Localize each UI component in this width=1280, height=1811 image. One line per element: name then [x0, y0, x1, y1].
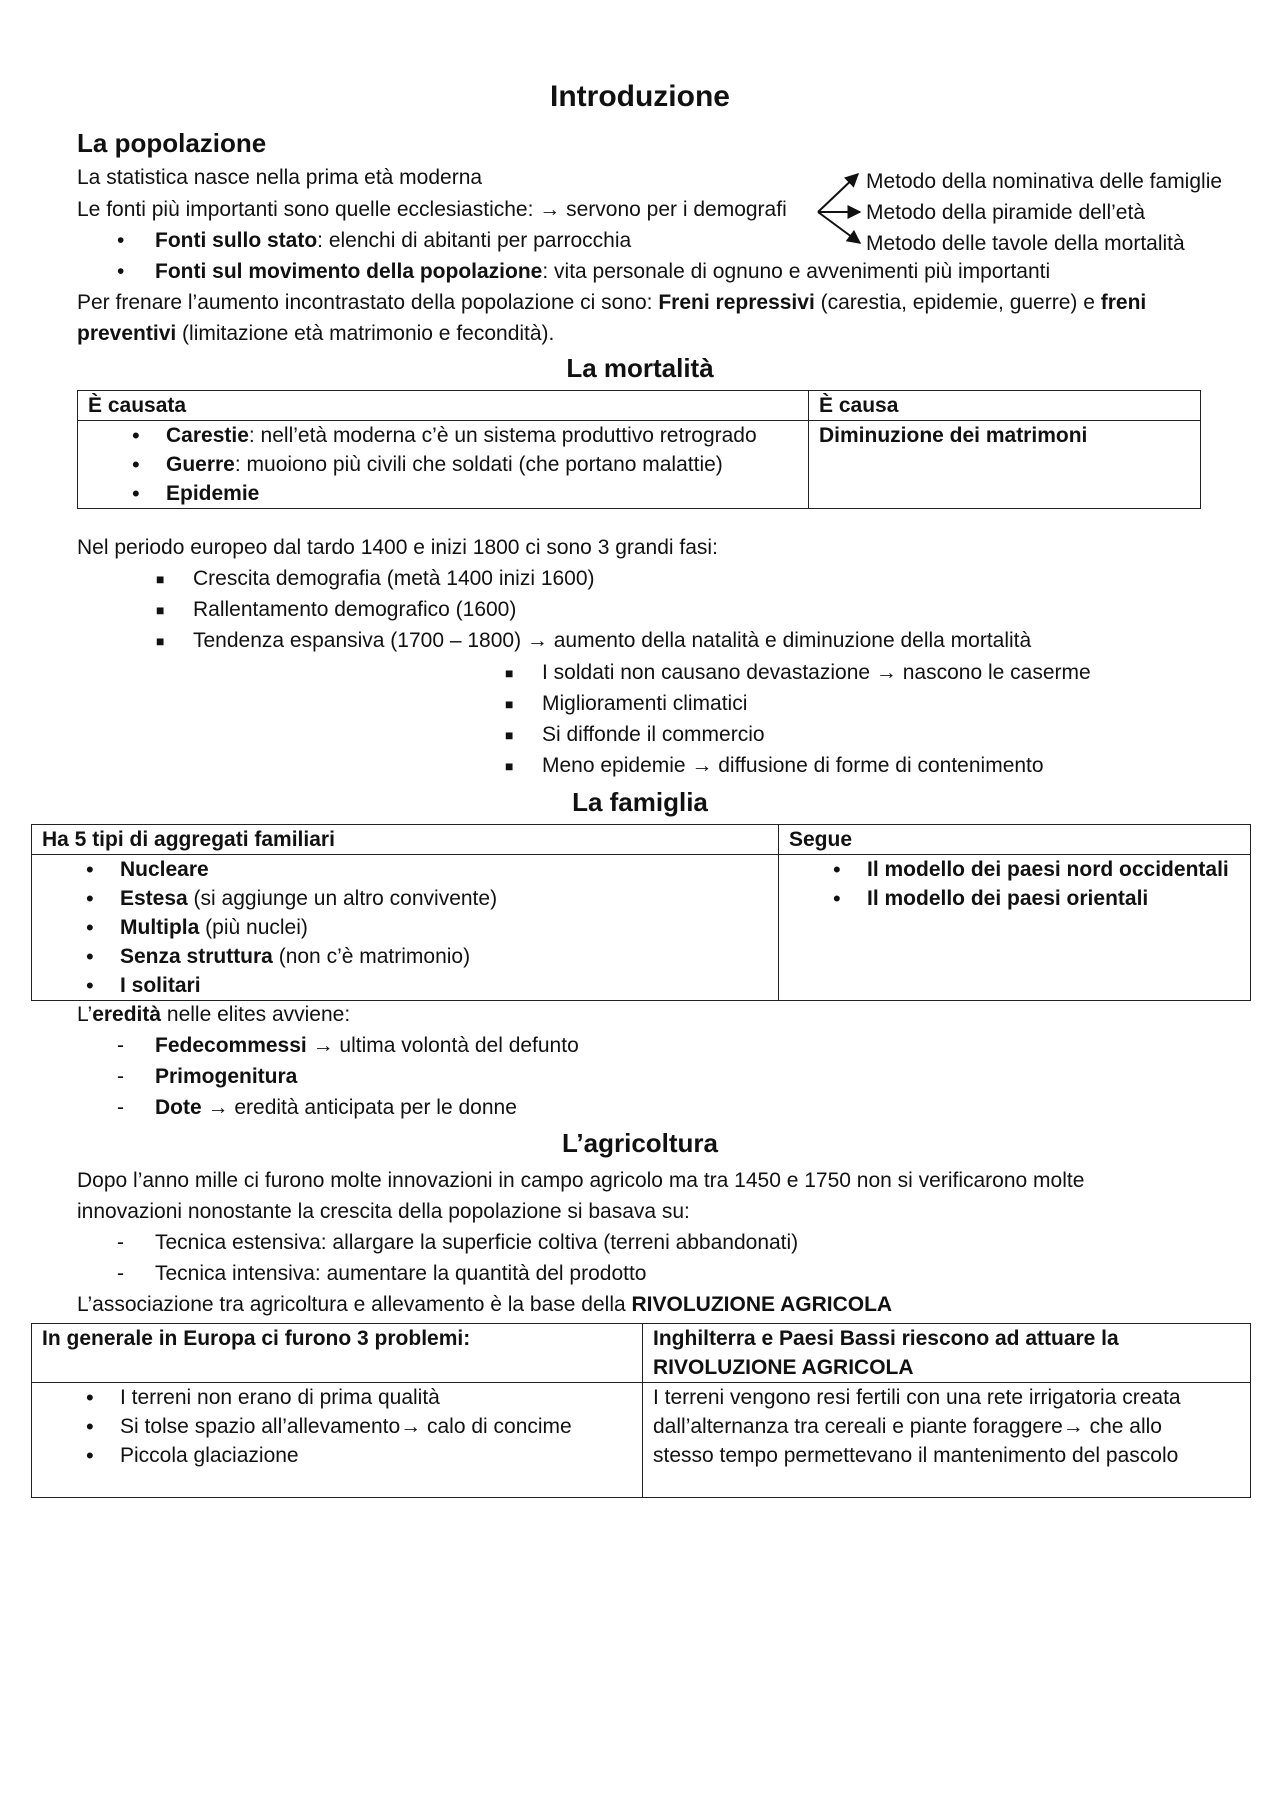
list-item: • Piccola glaciazione — [42, 1441, 632, 1470]
agricoltura-paragraph: innovazioni nonostante la crescita della popolazione si basava su: — [77, 1200, 690, 1223]
fasi-sub-item: I soldati non causano devastazione → nascono le caserme — [542, 661, 1091, 684]
square-bullet-icon: ■ — [156, 633, 165, 649]
table-cell — [78, 421, 809, 509]
famiglia-table — [31, 824, 1251, 1001]
fasi-intro: Nel periodo europeo dal tardo 1400 e inizi 1800 ci sono 3 grandi fasi: — [77, 536, 718, 559]
freni-line-1: Per frenare l’aumento incontrastato della popolazione ci sono: Freni repressivi (carestia, epidemie, guerre) e freni — [77, 291, 1147, 314]
list-item: • Senza struttura (non c’è matrimonio) — [42, 942, 768, 971]
dash-bullet-icon: - — [117, 1231, 124, 1254]
square-bullet-icon: ■ — [505, 758, 514, 774]
bullet-icon: • — [117, 229, 125, 252]
list-item: • I terreni non erano di prima qualità — [42, 1383, 632, 1412]
list-item: • Il modello dei paesi nord occidentali — [789, 855, 1240, 884]
table-cell — [32, 855, 779, 1001]
method-item: Metodo della piramide dell’età — [866, 201, 1145, 224]
list-item: • Si tolse spazio all’allevamento→ calo di concime — [42, 1412, 632, 1441]
dash-bullet-icon: - — [117, 1262, 124, 1285]
square-bullet-icon: ■ — [505, 696, 514, 712]
popolazione-line-1: La statistica nasce nella prima età moderna — [77, 166, 483, 189]
list-item: • Estesa (si aggiunge un altro convivente) — [42, 884, 768, 913]
method-item: Metodo della nominativa delle famiglie — [866, 170, 1223, 193]
list-item: • Il modello dei paesi orientali — [789, 884, 1240, 913]
table-cell — [32, 1383, 643, 1498]
mortalita-table — [77, 390, 1201, 509]
table-header: È causata — [78, 391, 809, 421]
section-heading-famiglia: La famiglia — [572, 787, 708, 817]
line2-text-post: servono per i demografi — [560, 198, 787, 221]
cell-line: dall’alternanza tra cereali e piante foraggere→ che allo — [653, 1415, 1162, 1438]
list-item: • Multipla (più nuclei) — [42, 913, 768, 942]
table-cell: Diminuzione dei matrimoni — [809, 421, 1201, 509]
agricoltura-paragraph: Dopo l’anno mille ci furono molte innovazioni in campo agricolo ma tra 1450 e 1750 non si verificarono molte — [77, 1169, 1085, 1192]
agricoltura-item: Tecnica intensiva: aumentare la quantità del prodotto — [155, 1262, 647, 1285]
section-heading-agricoltura: L’agricoltura — [561, 1128, 719, 1158]
arrow-right-icon: → — [539, 198, 561, 221]
section-heading-mortalita: La mortalità — [566, 353, 714, 383]
eredita-intro: L’eredità nelle elites avviene: — [77, 1003, 351, 1026]
eredita-item: Primogenitura — [155, 1065, 298, 1088]
fasi-sub-item: Miglioramenti climatici — [542, 692, 748, 715]
list-item: • I solitari — [42, 971, 768, 1000]
agricoltura-item: Tecnica estensiva: allargare la superficie coltiva (terreni abbandonati) — [155, 1231, 799, 1254]
freni-line-2: preventivi (limitazione età matrimonio e fecondità). — [77, 322, 555, 345]
popolazione-bullet: Fonti sul movimento della popolazione: vita personale di ognuno e avvenimenti più importanti — [155, 260, 1051, 283]
popolazione-bullet: Fonti sullo stato: elenchi di abitanti per parrocchia — [155, 229, 632, 252]
fasi-sub-item: Si diffonde il commercio — [542, 723, 765, 746]
fasi-item: Tendenza espansiva (1700 – 1800) → aumento della natalità e diminuzione della mortalità — [193, 629, 1032, 652]
square-bullet-icon: ■ — [505, 665, 514, 681]
dash-bullet-icon: - — [117, 1096, 124, 1119]
table-header: Inghilterra e Paesi Bassi riescono ad attuare la RIVOLUZIONE AGRICOLA — [643, 1324, 1251, 1383]
list-item: • Guerre: muoiono più civili che soldati (che portano malattie) — [88, 450, 798, 479]
agricoltura-table — [31, 1323, 1251, 1498]
list-item: • Nucleare — [42, 855, 768, 884]
dash-bullet-icon: - — [117, 1065, 124, 1088]
line2-text: Le fonti più importanti sono quelle ecclesiastiche: — [77, 198, 540, 221]
fasi-sub-item: Meno epidemie → diffusione di forme di contenimento — [542, 754, 1044, 777]
dash-bullet-icon: - — [117, 1034, 124, 1057]
table-header: Ha 5 tipi di aggregati familiari — [32, 825, 779, 855]
square-bullet-icon: ■ — [156, 602, 165, 618]
bullet-icon: • — [117, 260, 125, 283]
table-header: In generale in Europa ci furono 3 problemi: — [32, 1324, 643, 1383]
fasi-item: Rallentamento demografico (1600) — [193, 598, 517, 621]
section-heading-popolazione: La popolazione — [77, 128, 267, 158]
square-bullet-icon: ■ — [156, 571, 165, 587]
eredita-item: Dote → eredità anticipata per le donne — [155, 1096, 517, 1119]
table-cell — [643, 1383, 1251, 1498]
table-header: È causa — [809, 391, 1201, 421]
agricoltura-assoc: L’associazione tra agricoltura e allevamento è la base della RIVOLUZIONE AGRICOLA — [77, 1293, 893, 1316]
list-item: • Epidemie — [88, 479, 798, 508]
cell-line: stesso tempo permettevano il mantenimento del pascolo — [653, 1444, 1179, 1467]
eredita-item: Fedecommessi → ultima volontà del defunto — [155, 1034, 579, 1057]
cell-line: I terreni vengono resi fertili con una rete irrigatoria creata — [653, 1386, 1181, 1409]
page-title: Introduzione — [550, 80, 730, 113]
table-cell — [779, 855, 1251, 1001]
method-item: Metodo delle tavole della mortalità — [866, 232, 1185, 251]
table-header: Segue — [779, 825, 1251, 855]
list-item: • Carestie: nell’età moderna c’è un sistema produttivo retrogrado — [88, 421, 798, 450]
square-bullet-icon: ■ — [505, 727, 514, 743]
fasi-item: Crescita demografia (metà 1400 inizi 1600) — [193, 567, 595, 590]
